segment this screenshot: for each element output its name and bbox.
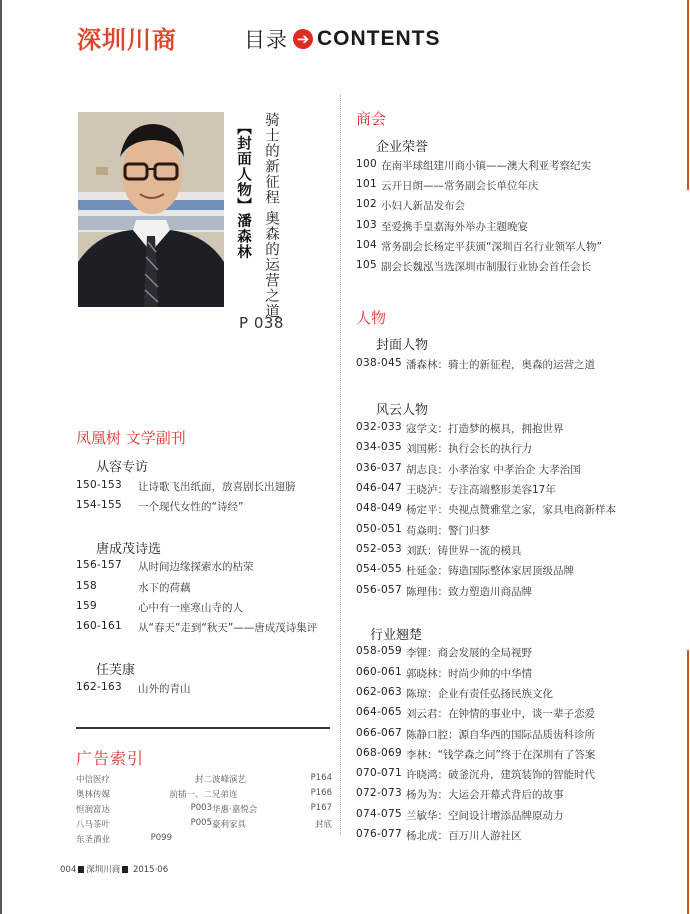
toc-item[interactable]: 036-037 胡志良：小孝治家 中孝治企 大孝治国 (356, 462, 581, 476)
arrow-right-icon: ➔ (293, 29, 313, 49)
cover-feature-label: 【封面人物】潘森林 (235, 120, 251, 260)
toc-item[interactable]: 103 至爱携手皇嘉海外举办主题晚宴 (356, 219, 528, 233)
toc-item[interactable]: 038-045 潘森林：骑士的新征程，奥森的运营之道 (356, 357, 595, 371)
toc-item[interactable]: 074-075 兰敏华：空间设计增添品牌原动力 (356, 808, 564, 822)
toc-item[interactable]: 070-071 许晓鸿：破釜沉舟，建筑装饰的智能时代 (356, 767, 595, 781)
toc-item[interactable]: 160-161 从“春天”走到“秋天”——唐成茂诗集评 (76, 620, 318, 634)
subheading-hangye-qiaochu: 行业翘楚 (370, 628, 423, 643)
toc-item[interactable]: 064-065 刘云君：在钟情的事业中，谈一辈子恋爱 (356, 706, 595, 720)
contents-title (244, 24, 441, 54)
footer-page-number: 004 (60, 865, 77, 875)
section-heading-literary: 凤凰树 文学副刊 (76, 429, 186, 447)
toc-item[interactable]: 056-057 陈理伟：致力塑造川商品牌 (356, 584, 532, 598)
toc-item[interactable]: 052-053 刘跃：铸世界一流的模具 (356, 543, 522, 557)
page-footer (60, 863, 168, 875)
section-heading-renwu: 人物 (356, 309, 387, 327)
footer-magazine-name: 深圳川商 (86, 865, 121, 875)
toc-item[interactable]: 048-049 杨定平：央视点赞雅堂之家，家具电商新样本 (356, 502, 616, 516)
square-separator-icon (122, 866, 128, 873)
magazine-logo: 深圳川商 (77, 26, 177, 54)
toc-item[interactable]: 100 在南半球组建川商小镇——澳大利亚考察纪实 (356, 158, 591, 172)
toc-item[interactable]: 156-157 从时间边缘探索水的枯荣 (76, 559, 254, 573)
subheading-renfukang: 任芙康 (96, 663, 136, 678)
toc-item[interactable]: 105 副会长魏泓当选深圳市制服行业协会首任会长 (356, 259, 591, 273)
toc-item[interactable]: 076-077 杨北成：百万川人游社区 (356, 828, 522, 842)
square-separator-icon (78, 866, 84, 873)
cover-feature-page[interactable]: P 038 (239, 314, 284, 332)
ad-index-heading: 广告索引 (76, 749, 145, 768)
cover-person-photo (78, 112, 224, 307)
toc-item[interactable]: 034-035 刘国彬：执行会长的执行力 (356, 441, 532, 455)
subheading-qiye-rongyu: 企业荣誉 (376, 140, 429, 155)
toc-item[interactable]: 102 小妇人新品发布会 (356, 198, 465, 212)
contents-title-cn: 目录 (244, 28, 288, 52)
toc-item[interactable]: 159 心中有一座寒山寺的人 (76, 600, 243, 614)
footer-issue: 2015·06 (132, 865, 169, 875)
subheading-fengmian-renwu: 封面人物 (376, 338, 429, 353)
cover-feature-title: 骑士的新征程 奥森的运营之道 (263, 112, 279, 320)
subheading-congrong-zhuanfang: 从容专访 (96, 460, 149, 475)
horizontal-divider (76, 727, 330, 729)
toc-item[interactable]: 101 云开日朗——常务副会长单位年庆 (356, 178, 539, 192)
page-left-edge (0, 0, 2, 914)
toc-item[interactable]: 154-155 一个现代女性的“诗经” (76, 499, 244, 513)
toc-item[interactable]: 072-073 杨为为：大运会开幕式背后的故事 (356, 787, 564, 801)
subheading-tangchengmao: 唐成茂诗选 (96, 542, 162, 557)
contents-title-en: CONTENTS (317, 27, 441, 50)
right-edge-bar-top (687, 0, 689, 190)
toc-item[interactable]: 032-033 寇学文：打造梦的模具，拥抱世界 (356, 421, 564, 435)
toc-item[interactable]: 062-063 陈琼：企业有责任弘扬民族文化 (356, 686, 553, 700)
toc-item[interactable]: 162-163 山外的青山 (76, 681, 191, 695)
toc-item[interactable]: 150-153 让诗歌飞出纸面，放喜剧长出翅膀 (76, 479, 296, 493)
toc-item[interactable]: 050-051 苟焱明：警门归梦 (356, 523, 490, 537)
section-heading-shanghui: 商会 (356, 110, 387, 128)
toc-item[interactable]: 060-061 郭晓林：时尚少帅的中华情 (356, 666, 532, 680)
toc-item[interactable]: 158 水下的荷藕 (76, 580, 191, 594)
toc-item[interactable]: 046-047 王晓泸：专注高端整形美容17年 (356, 482, 556, 496)
column-divider (340, 95, 341, 835)
toc-item[interactable]: 068-069 李林：“钱学森之问”终于在深圳有了答案 (356, 747, 596, 761)
toc-item[interactable]: 058-059 李锂：商会发展的全局视野 (356, 645, 532, 659)
toc-item[interactable]: 054-055 杜延金：铸造国际整体家居顶级品牌 (356, 563, 574, 577)
toc-item[interactable]: 104 常务副会长杨定平获颁“深圳百名行业领军人物” (356, 239, 602, 253)
subheading-fengyun-renwu: 风云人物 (376, 403, 429, 418)
toc-item[interactable]: 066-067 陈静口腔：源自华西的国际品质齿科诊所 (356, 727, 595, 741)
right-edge-bar-bottom (687, 650, 689, 914)
